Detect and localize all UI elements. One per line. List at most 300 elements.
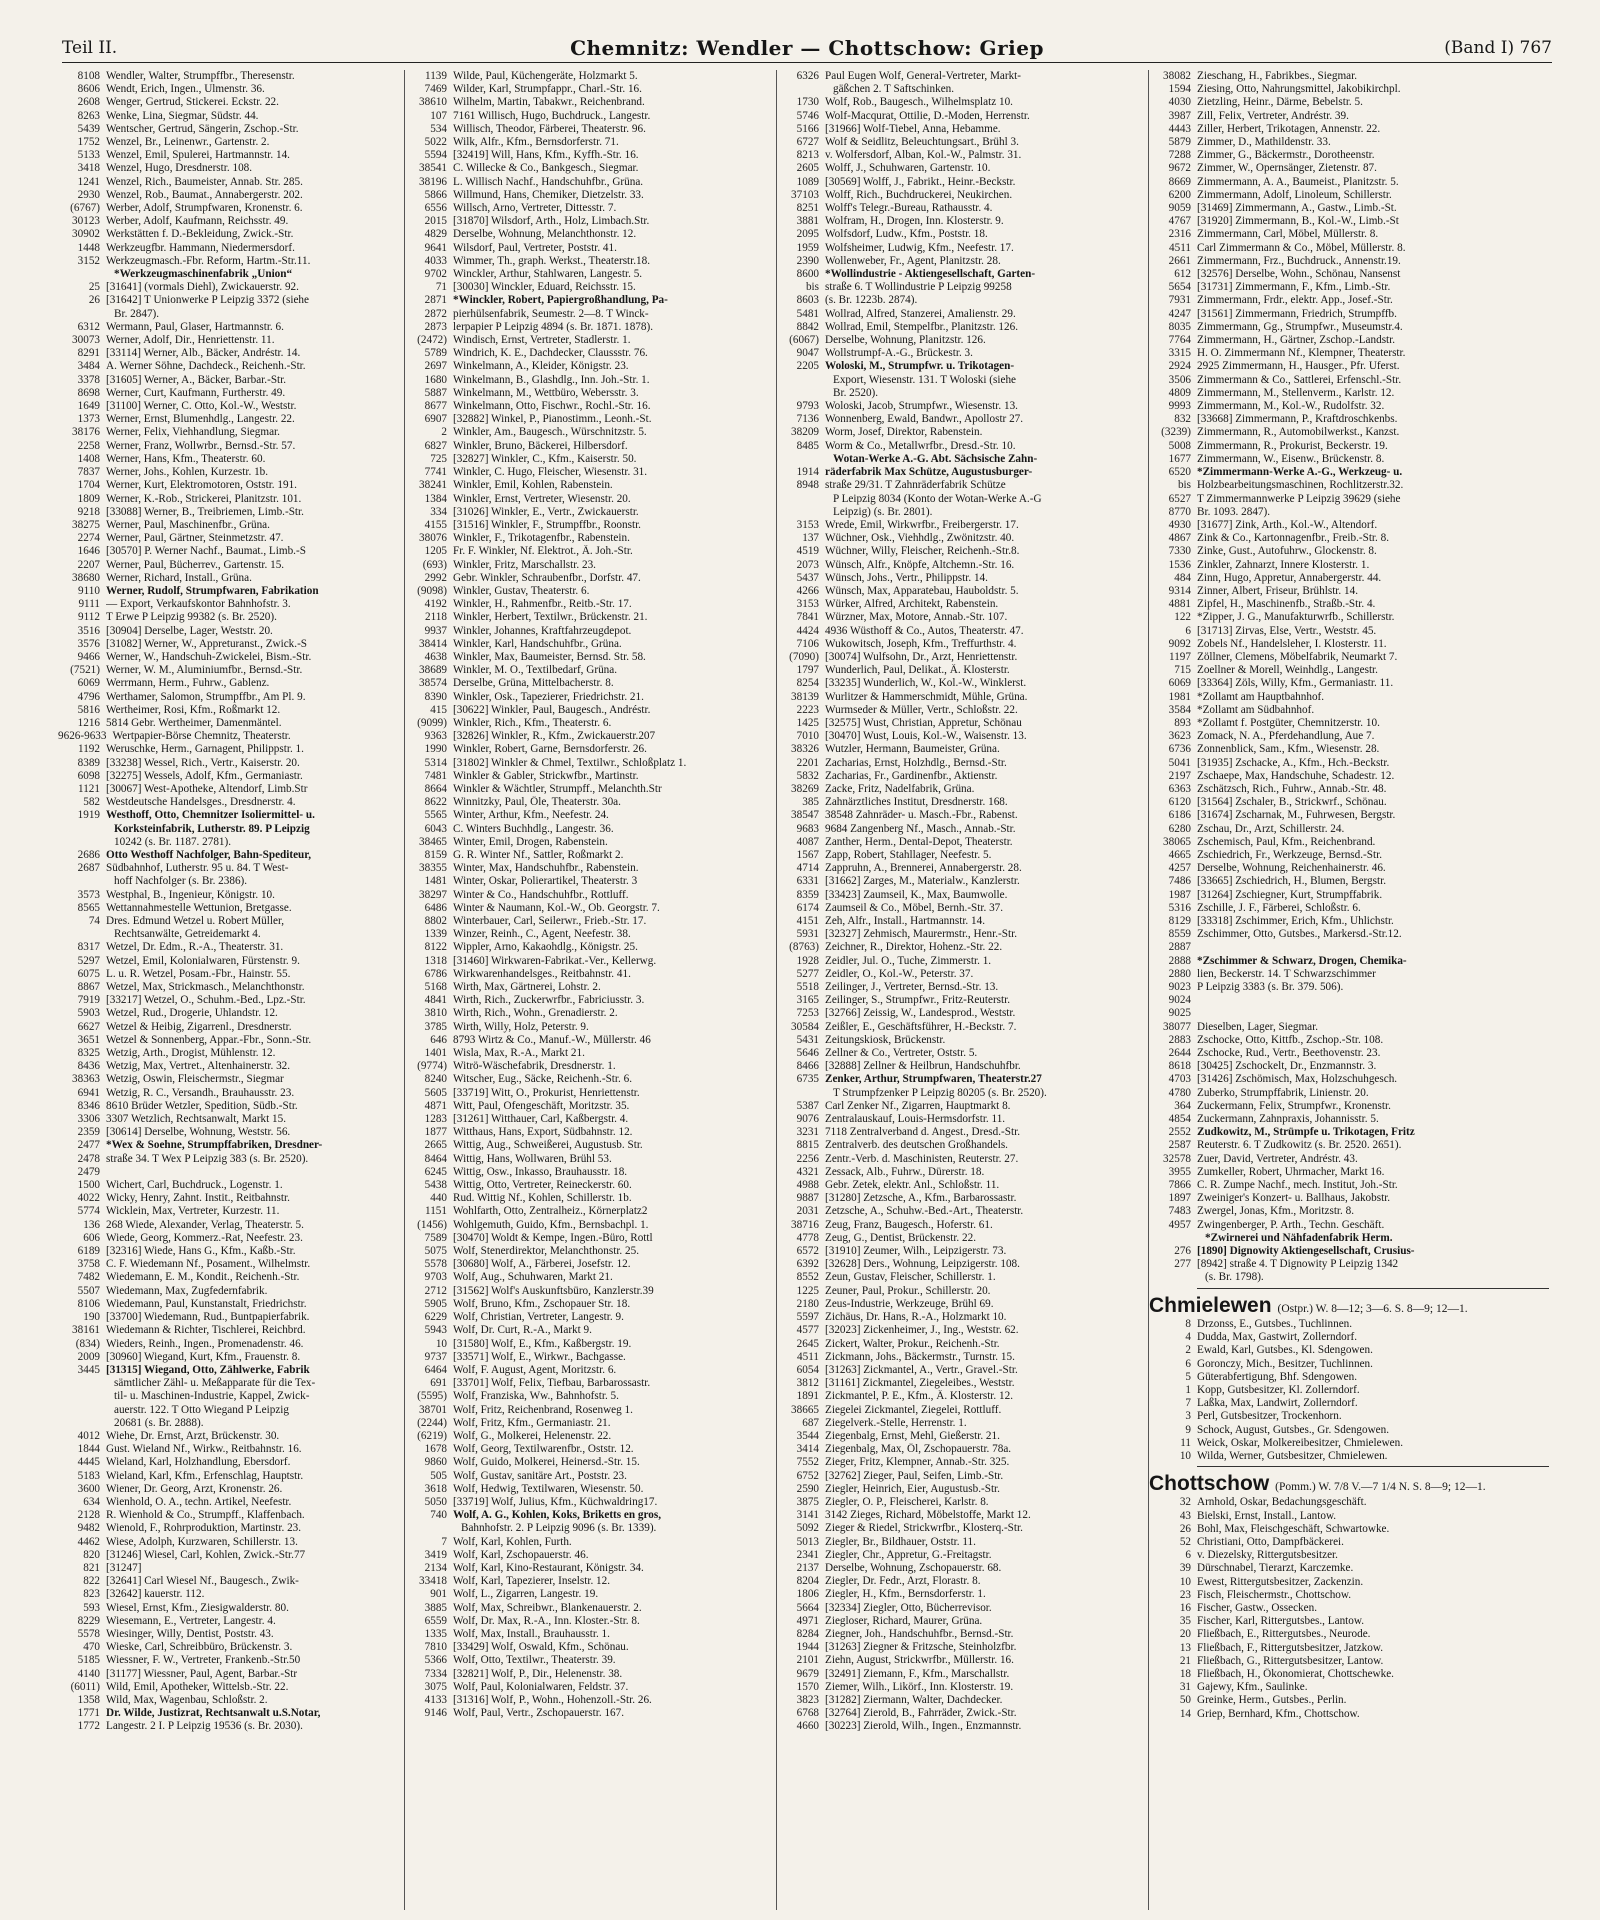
phone-number: [777, 1087, 825, 1100]
phone-number: 2887: [1168, 941, 1191, 954]
phone-number: 5565: [424, 809, 447, 822]
phone-number: 3231: [796, 1126, 819, 1139]
entry-text: Drzonss, E., Gutsbes., Tuchlinnen.: [1197, 1317, 1353, 1330]
directory-entry: [1149, 123, 1549, 136]
phone-number: 4247: [1168, 307, 1191, 320]
entry-text: Wirth, Max, Gärtnerei, Lohstr. 2.: [453, 981, 601, 994]
phone-number: 38275: [72, 518, 100, 531]
entry-text: C. Winters Buchhdlg., Langestr. 36.: [453, 822, 614, 835]
phone-number: 1139: [425, 70, 447, 82]
directory-entry: [1149, 625, 1549, 638]
entry-text: Wolf, Franziska, Ww., Bahnhofstr. 5.: [453, 1390, 619, 1403]
phone-number: 20: [1179, 1628, 1191, 1641]
entry-text: Zieger & Riedel, Strickwrfbr., Klosterq.-Str.: [825, 1522, 1023, 1535]
directory-entry: [58, 1456, 402, 1469]
entry-text: Wonnenberg, Ewald, Bandwr., Apollostr 27.: [825, 413, 1024, 426]
entry-text: Winckler, Arthur, Stahlwaren, Langestr. 5.: [453, 268, 643, 281]
phone-number: 4714: [796, 862, 819, 875]
entry-text: Ziegenbalg, Ernst, Mehl, Gießerstr. 21.: [825, 1429, 1000, 1442]
entry-text: C. R. Zumpe Nachf., mech. Institut, Joh.-Str.: [1197, 1179, 1398, 1192]
entry-text: [32762] Zieger, Paul, Seifen, Limb.-Str.: [825, 1469, 1004, 1482]
directory-entry: [777, 809, 1145, 822]
phone-number: 8108: [77, 70, 100, 82]
entry-text: [31677] Zink, Arth., Kol.-W., Altendorf.: [1197, 518, 1378, 531]
entry-text: Zöllner, Clemens, Möbelfabrik, Neumarkt 7.: [1197, 650, 1398, 663]
entry-text: 20681 (s. Br. 2888).: [114, 1416, 204, 1429]
directory-entry: [405, 1192, 773, 1205]
directory-entry: [777, 440, 1145, 453]
entry-text: Zanther, Herm., Dental-Depot, Theaterstr.: [825, 835, 1013, 848]
directory-entry: [405, 1549, 773, 1562]
entry-text: 8610 Brüder Wetzler, Spedition, Südb.-Str.: [106, 1099, 298, 1112]
phone-number: 4321: [796, 1165, 819, 1178]
phone-number: 4780: [1168, 1086, 1191, 1099]
entry-text: Zweiniger's Konzert- u. Ballhaus, Jakobstr.: [1197, 1192, 1391, 1205]
directory-entry: [1149, 809, 1549, 822]
entry-text: Wohlfarth, Otto, Zentralheiz., Körnerplatz2: [453, 1205, 648, 1218]
entry-text: Zeidler, Jul. O., Tuche, Zimmerstr. 1.: [825, 954, 992, 967]
entry-text: Derselbe, Wohnung, Melanchthonstr. 12.: [453, 228, 637, 241]
phone-number: 9025: [1168, 1007, 1191, 1020]
phone-number: 38701: [419, 1403, 447, 1416]
phone-number: 3378: [77, 373, 100, 386]
entry-text: Zink & Co., Kartonnagenfbr., Freib.-Str. 8.: [1197, 532, 1390, 545]
entry-text: Winkler, Bruno, Bäckerei, Hilbersdorf.: [453, 439, 628, 452]
directory-entry: [405, 941, 773, 954]
directory-entry: [58, 1245, 402, 1258]
phone-number: 415: [430, 703, 447, 716]
entry-text: Werrmann, Herm., Fuhrw., Gablenz.: [106, 677, 270, 690]
town-name: Chmielewen: [1149, 1293, 1272, 1317]
entry-text: Rud. Wittig Nf., Kohlen, Schillerstr. 1b.: [453, 1192, 632, 1205]
phone-number: 5022: [424, 136, 447, 149]
entry-text: Zuckermann, Felix, Strumpfwr., Kronenstr.: [1197, 1099, 1391, 1112]
directory-entry: [1149, 677, 1549, 690]
entry-text: Wolf-Macqurat, Ottilie, D.-Moden, Herrenstr.: [825, 109, 1030, 122]
directory-entry: [405, 83, 773, 96]
entry-text: Wutzler, Hermann, Baumeister, Grüna.: [825, 743, 1000, 756]
directory-entry: [1149, 321, 1549, 334]
directory-entry: [777, 889, 1145, 902]
entry-text: [31731] Zimmermann, F., Kfm., Limb.-Str.: [1197, 281, 1391, 294]
directory-entry: [777, 1681, 1145, 1694]
entry-text: *Zschimmer & Schwarz, Drogen, Chemika-: [1197, 954, 1407, 967]
entry-text: Wild, Emil, Apotheker, Wittelsb.-Str. 22.: [106, 1680, 289, 1693]
phone-number: 5507: [77, 1284, 100, 1297]
entry-text: Zeun, Gustav, Fleischer, Schillerstr. 1.: [825, 1271, 996, 1284]
directory-entry: [58, 136, 402, 149]
directory-entry: [1149, 228, 1549, 241]
directory-entry: [1149, 215, 1549, 228]
directory-entry: [1149, 1694, 1549, 1707]
entry-text: Werkstätten f. D.-Bekleidung, Zwick.-Str.: [106, 228, 294, 241]
phone-number: (9774): [417, 1060, 447, 1073]
directory-entry: [1149, 1166, 1549, 1179]
phone-number: 5438: [424, 1179, 447, 1192]
entry-text: 38548 Zahnräder- u. Masch.-Fbr., Rabenst.: [825, 809, 1018, 822]
phone-number: 8559: [1168, 928, 1191, 941]
phone-number: 2872: [424, 307, 447, 320]
directory-entry: [1149, 1668, 1549, 1681]
phone-number: 2880: [1168, 967, 1191, 980]
entry-text: Br. 2520).: [833, 386, 879, 399]
phone-number: 38689: [419, 664, 447, 677]
phone-number: 5903: [77, 1007, 100, 1020]
entry-text: Wurlitzer & Hammerschmidt, Mühle, Grüna.: [825, 690, 1028, 703]
directory-entry: [405, 1364, 773, 1377]
phone-number: (693): [422, 558, 447, 571]
directory-entry: [1149, 717, 1549, 730]
phone-number: 4: [1185, 1331, 1191, 1344]
directory-entry: [777, 1166, 1145, 1179]
entry-text: Wilde, Paul, Küchengeräte, Holzmarkt 5.: [453, 70, 638, 82]
directory-entry: [1149, 1450, 1549, 1463]
phone-number: 2608: [77, 96, 100, 109]
phone-number: 6326: [796, 70, 819, 82]
directory-entry: [777, 202, 1145, 215]
phone-number: [777, 506, 825, 519]
phone-number: (9099): [417, 716, 447, 729]
directory-entry: [1149, 453, 1549, 466]
phone-number: 2137: [796, 1561, 819, 1574]
directory-entry: [777, 1100, 1145, 1113]
directory-entry: [777, 413, 1145, 426]
directory-entry: [777, 347, 1145, 360]
entry-text: Reuterstr. 6. T Zudkowitz (s. Br. 2520. 2651).: [1197, 1139, 1402, 1152]
directory-entry: [58, 1443, 402, 1456]
entry-text: Worm, Josef, Direktor, Rabenstein.: [825, 426, 983, 439]
directory-entry: [777, 453, 1145, 466]
phone-number: 6229: [424, 1311, 447, 1324]
entry-text: Schock, August, Gutsbes., Gr. Sdengowen.: [1197, 1423, 1390, 1436]
phone-number: 901: [430, 1588, 447, 1601]
entry-text: [1197, 1007, 1549, 1020]
entry-text: [30470] Woldt & Kempe, Ingen.-Büro, Rottl: [453, 1231, 653, 1244]
phone-number: 18: [1179, 1667, 1191, 1680]
directory-entry: [777, 585, 1145, 598]
directory-entry: [405, 1126, 773, 1139]
phone-number: 1151: [425, 1205, 447, 1218]
directory-entry: [777, 862, 1145, 875]
directory-entry: [405, 532, 773, 545]
directory-entry: [777, 1377, 1145, 1390]
entry-text: Gebr. Winkler, Schraubenfbr., Dorfstr. 47.: [453, 571, 641, 584]
directory-entry: [405, 1430, 773, 1443]
directory-entry: [1149, 704, 1549, 717]
directory-entry: [405, 677, 773, 690]
phone-number: 6786: [424, 967, 447, 980]
phone-number: 4462: [77, 1535, 100, 1548]
phone-number: 30073: [72, 334, 100, 347]
phone-number: 9937: [424, 624, 447, 637]
phone-number: 38574: [419, 677, 447, 690]
directory-entry: [58, 1139, 402, 1152]
entry-text: [31282] Ziermann, Walter, Dachdecker.: [825, 1693, 1003, 1706]
entry-text: Zoellner & Morell, Weinhdlg., Langestr.: [1197, 664, 1378, 677]
phone-number: 6627: [77, 1020, 100, 1033]
directory-entry: [58, 440, 402, 453]
phone-number: 8698: [77, 386, 100, 399]
entry-text: Zimmermann, Carl, Möbel, Müllerstr. 8.: [1197, 228, 1379, 241]
phone-number: 385: [802, 796, 819, 809]
directory-entry: [58, 994, 402, 1007]
phone-number: 1981: [1168, 690, 1191, 703]
phone-number: 6: [1185, 1357, 1191, 1370]
directory-entry: [777, 1034, 1145, 1047]
entry-text: Witscher, Eug., Säcke, Reichenh.-Str. 6.: [453, 1073, 632, 1086]
entry-text: [30425] Zschockelt, Dr., Enzmannstr. 3.: [1197, 1060, 1377, 1073]
town-heading: [1149, 1472, 1549, 1496]
directory-entry: [405, 1681, 773, 1694]
phone-number: 3987: [1168, 109, 1191, 122]
phone-number: 334: [430, 505, 447, 518]
phone-number: 38363: [72, 1073, 100, 1086]
directory-entry: [1149, 1397, 1549, 1410]
phone-number: 9023: [1168, 981, 1191, 994]
phone-number: 3414: [796, 1443, 819, 1456]
entry-text: Wüchner, Osk., Viehhdlg., Zwönitzstr. 40.: [825, 532, 1015, 545]
directory-entry: [405, 1285, 773, 1298]
entry-text: Wettannahmestelle Wettunion, Bretgasse.: [106, 901, 292, 914]
phone-number: 5905: [424, 1297, 447, 1310]
entry-text: Wolf, Karl, Kino-Restaurant, Königstr. 34.: [453, 1561, 644, 1574]
entry-text: Wolf, Karl, Tapezierer, Inselstr. 12.: [453, 1575, 611, 1588]
directory-entry: [405, 1654, 773, 1667]
directory-entry: [1149, 1523, 1549, 1536]
phone-number: 2697: [424, 360, 447, 373]
directory-entry: [58, 1087, 402, 1100]
directory-entry: [405, 1496, 773, 1509]
entry-text: Woloski, M., Strumpfwr. u. Trikotagen-: [825, 360, 1015, 373]
phone-number: 4140: [77, 1667, 100, 1680]
phone-number: 7136: [796, 413, 819, 426]
phone-number: 38610: [419, 96, 447, 109]
directory-entry: [58, 1073, 402, 1086]
phone-number: 8106: [77, 1297, 100, 1310]
directory-entry: [405, 1417, 773, 1430]
phone-number: 2871: [424, 294, 447, 307]
phone-number: 8485: [796, 439, 819, 452]
entry-text: Fließbach, H., Ökonomierat, Chottschewke.: [1197, 1667, 1394, 1680]
phone-number: 1990: [424, 743, 447, 756]
entry-text: Zichäus, Dr. Hans, R.-A., Holzmarkt 10.: [825, 1311, 1007, 1324]
phone-number: 7334: [424, 1667, 447, 1680]
entry-text: Wichert, Carl, Buchdruck., Logenstr. 1.: [106, 1179, 283, 1192]
directory-entry: [1149, 796, 1549, 809]
directory-entry: [405, 202, 773, 215]
phone-number: 2359: [77, 1126, 100, 1139]
directory-entry: [58, 1047, 402, 1060]
directory-entry: [58, 1720, 402, 1733]
entry-text: Wiesemann, E., Vertreter, Langestr. 4.: [106, 1614, 276, 1627]
directory-entry: [777, 308, 1145, 321]
directory-entry: [1149, 1437, 1549, 1450]
phone-number: 9363: [424, 730, 447, 743]
phone-number: 5832: [796, 769, 819, 782]
entry-text: Zschätzsch, Rich., Fuhrw., Annab.-Str. 48.: [1197, 782, 1387, 795]
phone-number: 593: [83, 1601, 100, 1614]
phone-number: 5277: [796, 967, 819, 980]
directory-entry: [777, 1338, 1145, 1351]
entry-text: Wetzig, Max, Vertret., Altenhainerstr. 32.: [106, 1060, 291, 1073]
entry-text: Ziegelverk.-Stelle, Herrenstr. 1.: [825, 1416, 967, 1429]
phone-number: 1358: [77, 1693, 100, 1706]
directory-entry: [777, 400, 1145, 413]
entry-text: 7161 Willisch, Hugo, Buchdruck., Langestr.: [453, 109, 651, 122]
entry-text: Wolff, Rich., Buchdruckerei, Neukirchen.: [825, 188, 1013, 201]
entry-text: 4936 Wüsthoff & Co., Autos, Theaterstr. 47.: [825, 624, 1024, 637]
phone-number: 5075: [424, 1245, 447, 1258]
directory-entry: [58, 849, 402, 862]
directory-entry: [58, 545, 402, 558]
phone-number: 6043: [424, 822, 447, 835]
phone-number: 4012: [77, 1429, 100, 1442]
directory-entry: [1149, 308, 1549, 321]
phone-number: 9793: [796, 400, 819, 413]
phone-number: 2031: [796, 1205, 819, 1218]
directory-entry: [405, 1377, 773, 1390]
directory-entry: [58, 268, 402, 281]
phone-number: 6527: [1168, 492, 1191, 505]
phone-number: 38209: [791, 426, 819, 439]
directory-entry: [58, 1060, 402, 1073]
phone-number: 5746: [796, 109, 819, 122]
entry-text: Zimmermann & Co., Sattlerei, Erfenschl.-Str.: [1197, 373, 1402, 386]
phone-number: 4577: [796, 1324, 819, 1337]
directory-entry: [58, 374, 402, 387]
phone-number: 3955: [1168, 1165, 1191, 1178]
entry-text: Wenzel, Rob., Baumat., Annabergerstr. 202.: [106, 188, 303, 201]
entry-text: Derselbe, Grüna, Mittelbacherstr. 8.: [453, 677, 614, 690]
entry-text: Wolf, Dr. Max, R.-A., Inn. Kloster.-Str. 8.: [453, 1614, 640, 1627]
phone-number: 2207: [77, 558, 100, 571]
directory-entry: [1149, 559, 1549, 572]
entry-text: [32575] Wust, Christian, Appretur, Schönau: [825, 716, 1022, 729]
directory-entry: [777, 1615, 1145, 1628]
directory-entry: [405, 823, 773, 836]
phone-number: 3075: [424, 1680, 447, 1693]
phone-number: 1318: [424, 954, 447, 967]
entry-text: Wenzel, Rich., Baumeister, Annab. Str. 285.: [106, 175, 303, 188]
phone-number: 9641: [424, 241, 447, 254]
phone-number: 1089: [796, 175, 819, 188]
directory-entry: [58, 730, 402, 743]
entry-text: Ziegenbalg, Max, Öl, Zschopauerstr. 78a.: [825, 1443, 1012, 1456]
phone-number: 893: [1174, 716, 1191, 729]
entry-text: [30223] Zierold, Wilh., Ingen., Enzmannstr.: [825, 1720, 1022, 1733]
entry-text: [8942] straße 4. T Dignowity P Leipzig 1342: [1197, 1258, 1399, 1271]
directory-entry: [777, 506, 1145, 519]
directory-entry: [405, 360, 773, 373]
phone-number: 38297: [419, 888, 447, 901]
directory-entry: [58, 1707, 402, 1720]
entry-text: [31713] Zirvas, Else, Vertr., Weststr. 45.: [1197, 624, 1377, 637]
directory-entry: [1149, 849, 1549, 862]
phone-number: 1241: [77, 175, 100, 188]
entry-text: Gebr. Zetek, elektr. Anl., Schloßstr. 11.: [825, 1179, 1000, 1192]
phone-number: 6727: [796, 136, 819, 149]
directory-entry: [58, 123, 402, 136]
entry-text: Zickmantel, P. E., Kfm., Ä. Klosterstr. 12.: [825, 1390, 1013, 1403]
directory-entry: [777, 691, 1145, 704]
phone-number: (2244): [417, 1416, 447, 1429]
directory-entry: [777, 783, 1145, 796]
directory-entry: [1149, 611, 1549, 624]
directory-entry: [777, 1364, 1145, 1377]
directory-entry: [1149, 519, 1549, 532]
entry-text: [31161] Zickmantel, Ziegeleibes., Weststr.: [825, 1377, 1015, 1390]
phone-number: 4767: [1168, 215, 1191, 228]
phone-number: [405, 1522, 453, 1535]
directory-entry: [1149, 255, 1549, 268]
phone-number: 32578: [1163, 1152, 1191, 1165]
phone-number: [58, 875, 106, 888]
directory-entry: [1149, 823, 1549, 836]
phone-number: 31: [1179, 1681, 1191, 1694]
phone-number: 4511: [797, 1350, 819, 1363]
entry-text: Werner, Curt, Kaufmann, Furtherstr. 49.: [106, 386, 286, 399]
phone-number: 14: [1179, 1707, 1191, 1720]
directory-entry: [58, 823, 402, 836]
directory-entry: [1149, 334, 1549, 347]
directory-entry: [405, 770, 773, 783]
entry-text: Wolf, Otto, Textilwr., Theaterstr. 39.: [453, 1654, 616, 1667]
directory-entry: [1149, 1060, 1549, 1073]
directory-entry: [405, 255, 773, 268]
phone-number: 38077: [1163, 1020, 1191, 1033]
directory-entry: [1149, 136, 1549, 149]
phone-number: 8815: [796, 1139, 819, 1152]
directory-entry: [58, 519, 402, 532]
entry-text: Würker, Alfred, Architekt, Rabenstein.: [825, 598, 999, 611]
phone-number: 107: [430, 109, 447, 122]
directory-entry: [405, 1245, 773, 1258]
directory-entry: [1149, 440, 1549, 453]
phone-number: 7841: [796, 611, 819, 624]
directory-entry: [405, 1390, 773, 1403]
entry-text: 7118 Zentralverband d. Angest., Dresd.-Str.: [825, 1126, 1021, 1139]
phone-number: 820: [83, 1548, 100, 1561]
entry-text: Wirkwarenhandelsges., Reitbahnstr. 41.: [453, 967, 631, 980]
directory-entry: [1149, 1655, 1549, 1668]
directory-entry: [405, 862, 773, 875]
phone-number: 6098: [77, 769, 100, 782]
phone-number: 2552: [1168, 1126, 1191, 1139]
entry-text: Wolf, Guido, Molkerei, Heinersd.-Str. 15.: [453, 1456, 640, 1469]
directory-entry: [405, 1575, 773, 1588]
directory-entry: [58, 1179, 402, 1192]
phone-number: 1919: [77, 809, 100, 822]
phone-number: 4087: [796, 835, 819, 848]
entry-text: Würzner, Max, Motore, Annab.-Str. 107.: [825, 611, 1008, 624]
phone-number: 8436: [77, 1060, 100, 1073]
entry-text: [33429] Wolf, Oswald, Kfm., Schönau.: [453, 1641, 629, 1654]
entry-text: — Export, Verkaufskontor Bahnhofstr. 3.: [106, 598, 291, 611]
directory-entry: [405, 1470, 773, 1483]
phone-number: 1384: [424, 492, 447, 505]
entry-text: Zuckermann, Zahnpraxis, Johannisstr. 5.: [1197, 1113, 1379, 1126]
entry-text: Winter & Naumann, Kol.-W., Ob. Georgstr. 7.: [453, 901, 660, 914]
entry-text: L. Willisch Nachf., Handschuhfbr., Grüna.: [453, 175, 644, 188]
entry-text: Wiedemann, Paul, Kunstanstalt, Friedrichstr.: [106, 1297, 307, 1310]
phone-number: 8263: [77, 109, 100, 122]
entry-text: [31261] Witthauer, Carl, Kaßbergstr. 4.: [453, 1113, 629, 1126]
entry-text: [31263] Ziegner & Fritzsche, Steinholzfbr.: [825, 1641, 1017, 1654]
phone-number: 7837: [77, 466, 100, 479]
phone-number: [58, 1377, 106, 1390]
phone-number: 6: [1185, 624, 1191, 637]
entry-text: Derselbe, Wohnung, Reichenhainerstr. 46.: [1197, 862, 1386, 875]
